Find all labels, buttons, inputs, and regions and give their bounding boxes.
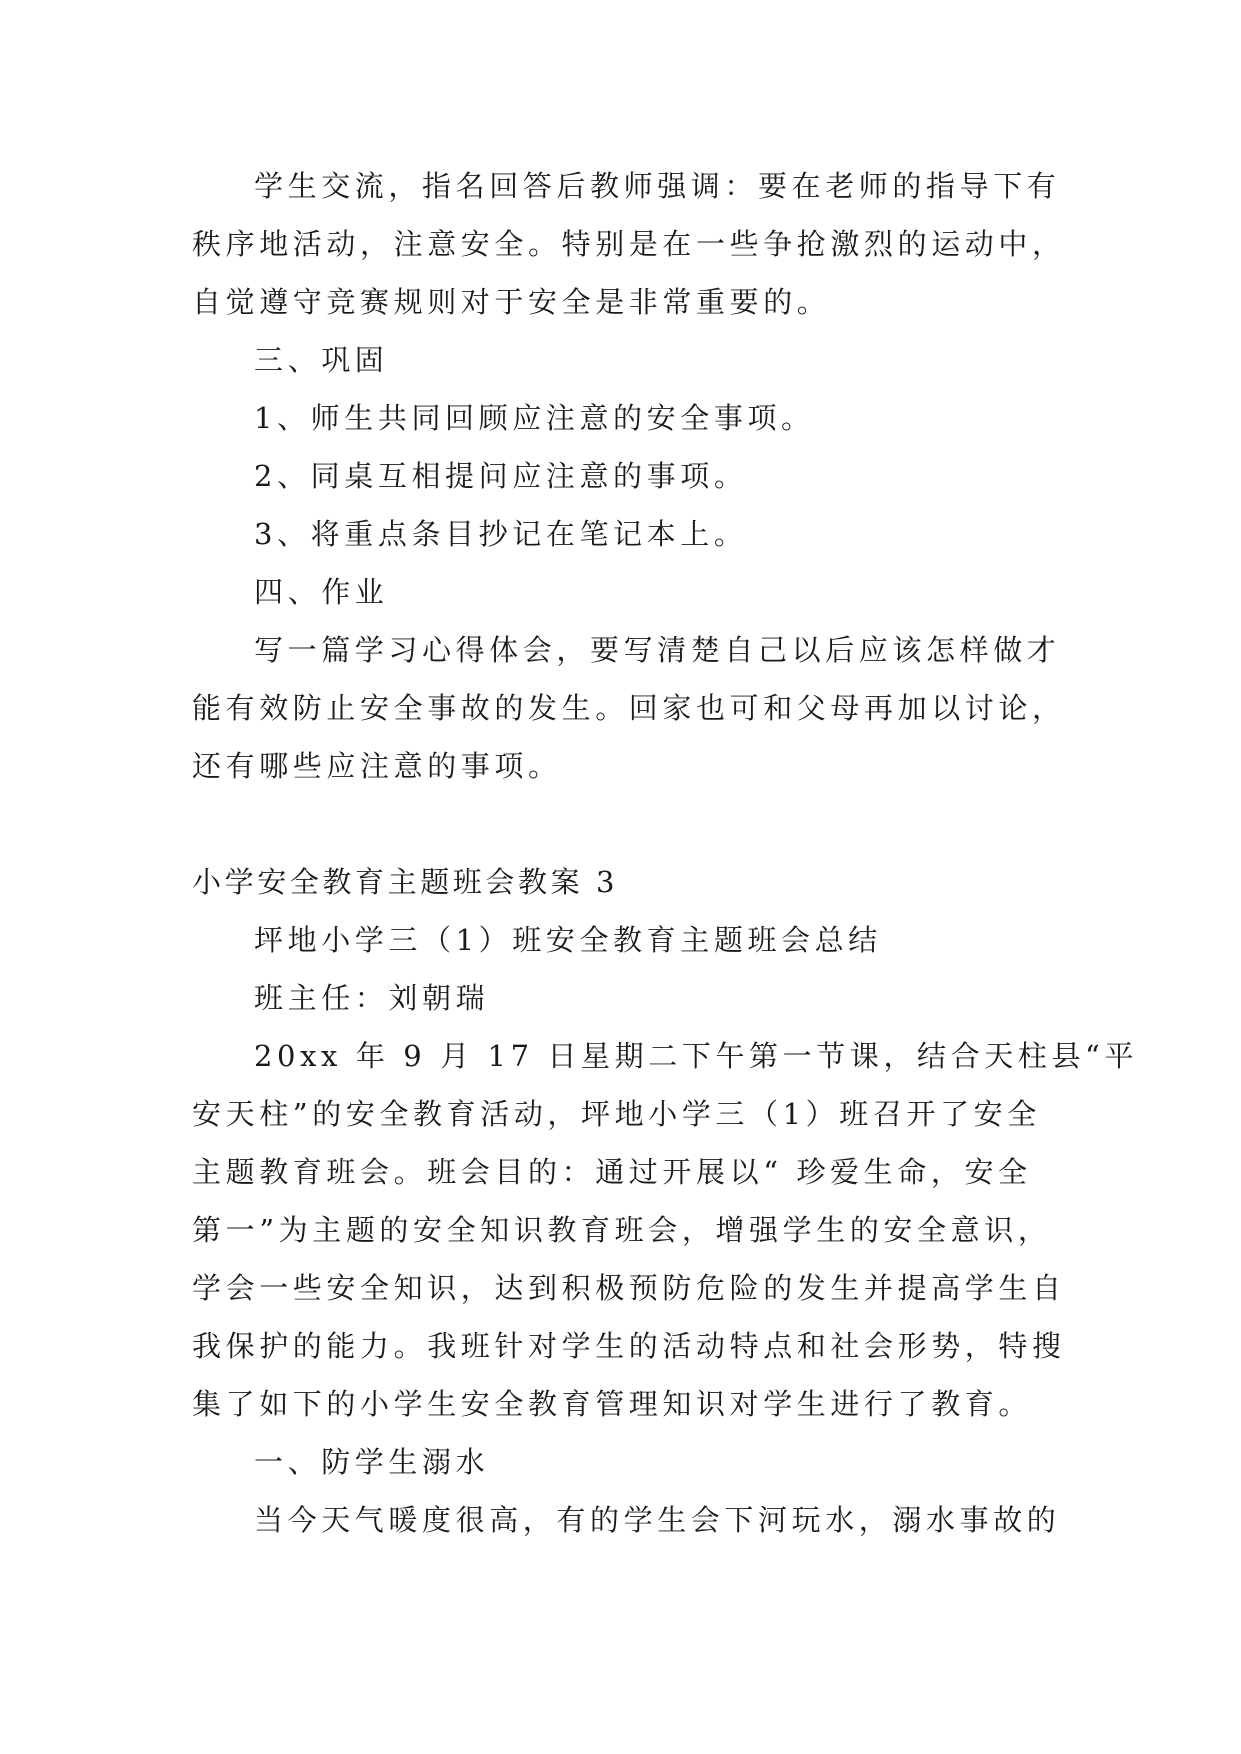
list-item: 3、将重点条目抄记在笔记本上。 xyxy=(254,517,748,551)
section-heading: 三、巩固 xyxy=(254,343,389,377)
paragraph-line: 我保护的能力。我班针对学生的活动特点和社会形势，特搜 xyxy=(192,1329,1066,1363)
paragraph-line: 还有哪些应注意的事项。 xyxy=(192,749,562,783)
paragraph-line: 安天柱”的安全教育活动，坪地小学三（1）班召开了安全 xyxy=(192,1097,1041,1131)
list-item: 2、同桌互相提问应注意的事项。 xyxy=(254,459,748,493)
section-heading: 四、作业 xyxy=(254,575,389,609)
paragraph-line: 主题教育班会。班会目的：通过开展以“ 珍爱生命，安全 xyxy=(192,1155,1032,1189)
paragraph-line: 当今天气暖度很高，有的学生会下河玩水，溺水事故的 xyxy=(254,1503,1061,1537)
subtitle: 坪地小学三（1）班安全教育主题班会总结 xyxy=(254,923,882,957)
author-line: 班主任：刘朝瑞 xyxy=(254,981,490,1015)
paragraph-line: 集了如下的小学生安全教育管理知识对学生进行了教育。 xyxy=(192,1387,1033,1421)
paragraph-line: 自觉遵守竞赛规则对于安全是非常重要的。 xyxy=(192,285,831,319)
paragraph-line: 20xx 年 9 月 17 日星期二下午第一节课，结合天柱县“平 xyxy=(254,1039,1139,1073)
paragraph-line: 学生交流，指名回答后教师强调：要在老师的指导下有 xyxy=(254,169,1061,203)
list-item: 1、师生共同回顾应注意的安全事项。 xyxy=(254,401,815,435)
paragraph-line: 秩序地活动，注意安全。特别是在一些争抢激烈的运动中， xyxy=(192,227,1066,261)
paragraph-line: 学会一些安全知识，达到积极预防危险的发生并提高学生自 xyxy=(192,1271,1066,1305)
section-heading: 一、防学生溺水 xyxy=(254,1445,490,1479)
paragraph-line: 能有效防止安全事故的发生。回家也可和父母再加以讨论， xyxy=(192,691,1066,725)
paragraph-line: 写一篇学习心得体会，要写清楚自己以后应该怎样做才 xyxy=(254,633,1061,667)
paragraph-line: 第一”为主题的安全知识教育班会，增强学生的安全意识， xyxy=(192,1213,1052,1247)
document-title: 小学安全教育主题班会教案 3 xyxy=(192,865,619,899)
